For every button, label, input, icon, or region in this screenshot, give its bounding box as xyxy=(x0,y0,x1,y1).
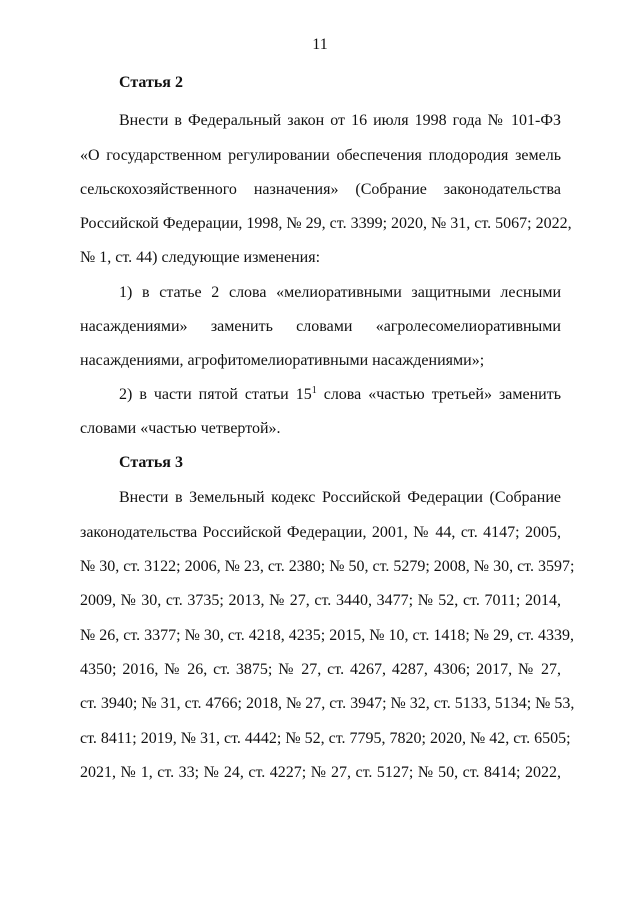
article-2-item-2-text: 2) в части пятой статьи 15 xyxy=(119,386,312,403)
article-3-line: законодательства Российской Федерации, 2001, № 44, ст. 4147; 2005, xyxy=(80,524,561,541)
article-2-item-2-line xyxy=(119,385,561,405)
article-2-line: Внести в Федеральный закон от 16 июля 1998 года № 101-ФЗ xyxy=(119,112,561,129)
article-2-item-2-superscript: 1 xyxy=(311,385,317,396)
article-3-line: 4350; 2016, № 26, ст. 3875; № 27, ст. 4267, 4287, 4306; 2017, № 27, xyxy=(80,661,561,678)
article-2-item-1-line: насаждениями, агрофитомелиоративными насаждениями»; xyxy=(80,352,485,369)
article-2-line: № 1, ст. 44) следующие изменения: xyxy=(80,249,321,266)
article-2-item-1-line: насаждениями» заменить словами «агролесомелиоративными xyxy=(80,318,561,335)
article-3-line: 2009, № 30, ст. 3735; 2013, № 27, ст. 3440, 3477; № 52, ст. 7011; 2014, xyxy=(80,592,561,609)
article-2-heading: Статья 2 xyxy=(119,74,183,91)
article-2-item-2-text-end: слова «частью третьей» заменить xyxy=(316,386,562,403)
article-3-line: ст. 8411; 2019, № 31, ст. 4442; № 52, ст. 7795, 7820; 2020, № 42, ст. 6505; xyxy=(80,730,571,747)
article-3-line: Внести в Земельный кодекс Российской Федерации (Собрание xyxy=(119,489,561,506)
article-2-line: Российской Федерации, 1998, № 29, ст. 3399; 2020, № 31, ст. 5067; 2022, xyxy=(80,215,572,232)
article-3-line: 2021, № 1, ст. 33; № 24, ст. 4227; № 27, ст. 5127; № 50, ст. 8414; 2022, xyxy=(80,764,561,781)
article-2-line: сельскохозяйственного назначения» (Собрание законодательства xyxy=(80,181,561,198)
article-3-heading: Статья 3 xyxy=(119,454,183,471)
page-number: 11 xyxy=(312,36,328,53)
article-3-line: № 30, ст. 3122; 2006, № 23, ст. 2380; № 50, ст. 5279; 2008, № 30, ст. 3597; xyxy=(80,558,575,575)
article-2-item-1-line: 1) в статье 2 слова «мелиоративными защитными лесными xyxy=(119,284,561,301)
article-2-line: «О государственном регулировании обеспечения плодородия земель xyxy=(80,147,561,164)
article-3-line: ст. 3940; № 31, ст. 4766; 2018, № 27, ст. 3947; № 32, ст. 5133, 5134; № 53, xyxy=(80,695,575,712)
article-3-line: № 26, ст. 3377; № 30, ст. 4218, 4235; 2015, № 10, ст. 1418; № 29, ст. 4339, xyxy=(80,627,574,644)
article-2-item-2-line: словами «частью четвертой». xyxy=(80,420,281,437)
